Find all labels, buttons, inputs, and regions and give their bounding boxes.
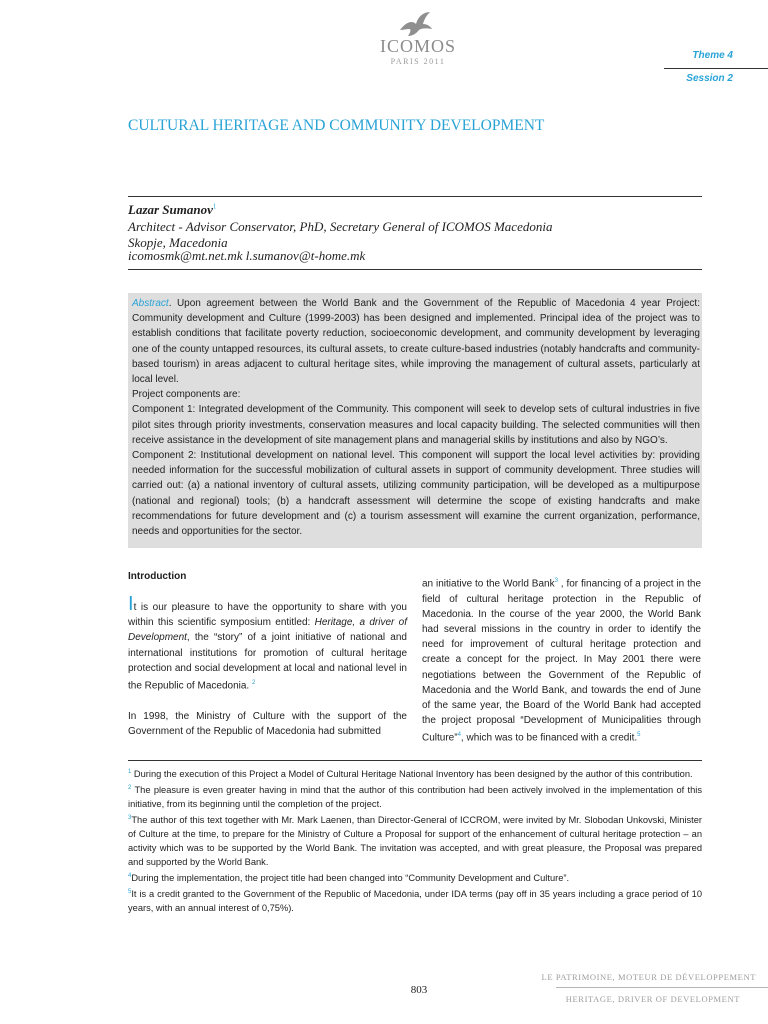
author-footnote-mark: 1: [212, 202, 217, 211]
intro-paragraph-2: In 1998, the Ministry of Culture with the support of the Government of the Republic of Macedonia had submitted: [128, 710, 407, 737]
author-name: Lazar Sumanov$^1$: [128, 202, 217, 217]
footnote-ref[interactable]: 2: [251, 680, 256, 687]
intro-paragraph-1: It is our pleasure to have the opportunity to share with you within this scientific symposium entitled: Heritage, a driver of Development, the “story” of a joint initiative of national and international institutions for promotion of cultural heritage protection and social development at local and national level in the Republic of Macedonia. $^2$: [128, 593, 407, 692]
footnote-item: $^1$ During the execution of this Project a Model of Cultural Heritage National Inventory has been designed by the author of this contribution.: [128, 769, 693, 780]
author-city: Skopje, Macedonia: [128, 235, 228, 250]
footnotes: [128, 765, 702, 915]
footnote-ref[interactable]: 5: [637, 732, 641, 739]
drop-cap: I: [128, 593, 134, 615]
author-divider: [128, 269, 702, 270]
footnote-ref[interactable]: 4: [457, 732, 461, 739]
header-divider: [664, 68, 768, 69]
page-number: 803: [410, 984, 428, 996]
body-column-right: [422, 574, 701, 746]
footer-divider: [556, 987, 768, 988]
logo-subtitle: PARIS 2011: [390, 57, 446, 66]
abstract-text: Abstract. Upon agreement between the World Bank and the Government of the Republic of Macedonia 4 year Project: Community development and Culture (1999-2003) has been designed and implemented. Principal idea of the project was to establish conditions that facilitate poverty reduction, socioeconomic development, and community development by leveraging one of the county untapped resources, its cultural assets, to create culture-based industries (notably handcrafts and community-based tourism) in areas adjacent to cultural heritage sites, while improving the management of cultural assets, particularly at local level. Project components are: Component 1: Integrated development of the Community. This component will seek to develop sets of cultural industries in five pilot sites through priority investments, conservation measures and local capacity building. The selected communities will then receive assistance in the development of site management plans and managerial skills by institutions and also by NGO’s. Component 2: Institutional development on national level. This component will support the local level activities by: providing needed information for the successful mobilization of cultural assets in support of community development. Three studies will carried out: (a) a national inventory of cultural assets, utilizing community participation, will be developed as a multipurpose (national and regional) tools; (b) a handcraft assessment will determine the scope of existing handcrafts and make recommendations for future development and (c) a tourism assessment will examine the current organization, performance, needs and opportunities for the sector.: [132, 296, 700, 539]
section-heading: Introduction: [128, 571, 187, 582]
abstract-component-1: Component 1: Integrated development of the Community. This component will seek to develop sets of cultural industries in five pilot sites through priority investments, conservation measures and local capacity building. The selected communities will then receive assistance in the development of site management plans and managerial skills by institutions and also by NGO’s.: [132, 404, 700, 446]
abstract-components-intro: Project components are:: [132, 389, 241, 401]
footnote-divider: [128, 760, 702, 761]
footnote-ref[interactable]: 3: [554, 578, 558, 584]
icomos-bird-icon: [396, 10, 434, 38]
author-affiliation: Architect - Advisor Conservator, PhD, Secretary General of ICOMOS Macedonia: [128, 219, 553, 234]
author-emails: icomosmk@mt.net.mk l.sumanov@t-home.mk: [128, 248, 366, 263]
paper-title: CULTURAL HERITAGE AND COMMUNITY DEVELOPMENT: [128, 117, 545, 134]
footer-title-french: LE PATRIMOINE, MOTEUR DE DÉVELOPPEMENT: [541, 972, 756, 982]
abstract-component-2: Component 2: Institutional development on national level. This component will support the local level activities by: providing needed information for the successful mobilization of cultural assets in support of community development. Three studies will carried out: (a) a national inventory of cultural assets, utilizing community participation, will be developed as a multipurpose (national and regional) tools; (b) a handcraft assessment will determine the scope of existing handcrafts and make recommendations for future development and (c) a tourism assessment will examine the current organization, performance, needs and opportunities for the sector.: [132, 450, 700, 538]
abstract-label: Abstract: [132, 298, 169, 309]
footnote-item: $^3$The author of this text together with Mr. Mark Laenen, than Director-General of ICCROM, were invited by Mr. Slobodan Unkovski, Minister of Culture at the time, to prepare for the Ministry of Culture a Proposal for support of the enhancement of cultural heritage protection – an activity which was to be supported by the World Bank. The invitation was accepted, and with great pleasure, the Proposal was prepared and supported by the World Bank.: [128, 815, 702, 868]
title-divider: [128, 196, 702, 197]
theme-label: Theme 4: [692, 50, 733, 61]
intro-paragraph-3: an initiative to the World Bank$^3$ , for financing of a project in the field of cultural heritage protection in the Republic of Macedonia. In the course of the year 2000, the World Bank had several missions in the country in order to identify the need for improvement of cultural heritage protection and create a concept for the project. In May 2001 there were negotiations between the Government of the Republic of Macedonia and the World Bank, and towards the end of June of the same year, the Board of the World Bank had accepted the project proposal “Development of Municipalities through Culture”$^4$, which was to be financed with a credit.$^5$: [422, 578, 702, 744]
session-label: Session 2: [686, 73, 733, 84]
footer-title-english: HERITAGE, DRIVER OF DEVELOPMENT: [565, 994, 740, 1004]
footnote-item: $^2$ The pleasure is even greater having in mind that the author of this contribution had been actively involved in the implementation of this initiative, from its beginning until the completion of the project.: [128, 785, 702, 810]
footnote-item: $^4$During the implementation, the project title had been changed into “Community Development and Culture”.: [128, 873, 570, 884]
footnote-item: $^5$It is a credit granted to the Government of the Republic of Macedonia, under IDA terms (pay off in 35 years including a grace period of 10 years, with an annual interest of 0,75%).: [128, 889, 702, 914]
body-column-left: [128, 593, 407, 739]
logo-text: ICOMOS: [379, 36, 456, 56]
